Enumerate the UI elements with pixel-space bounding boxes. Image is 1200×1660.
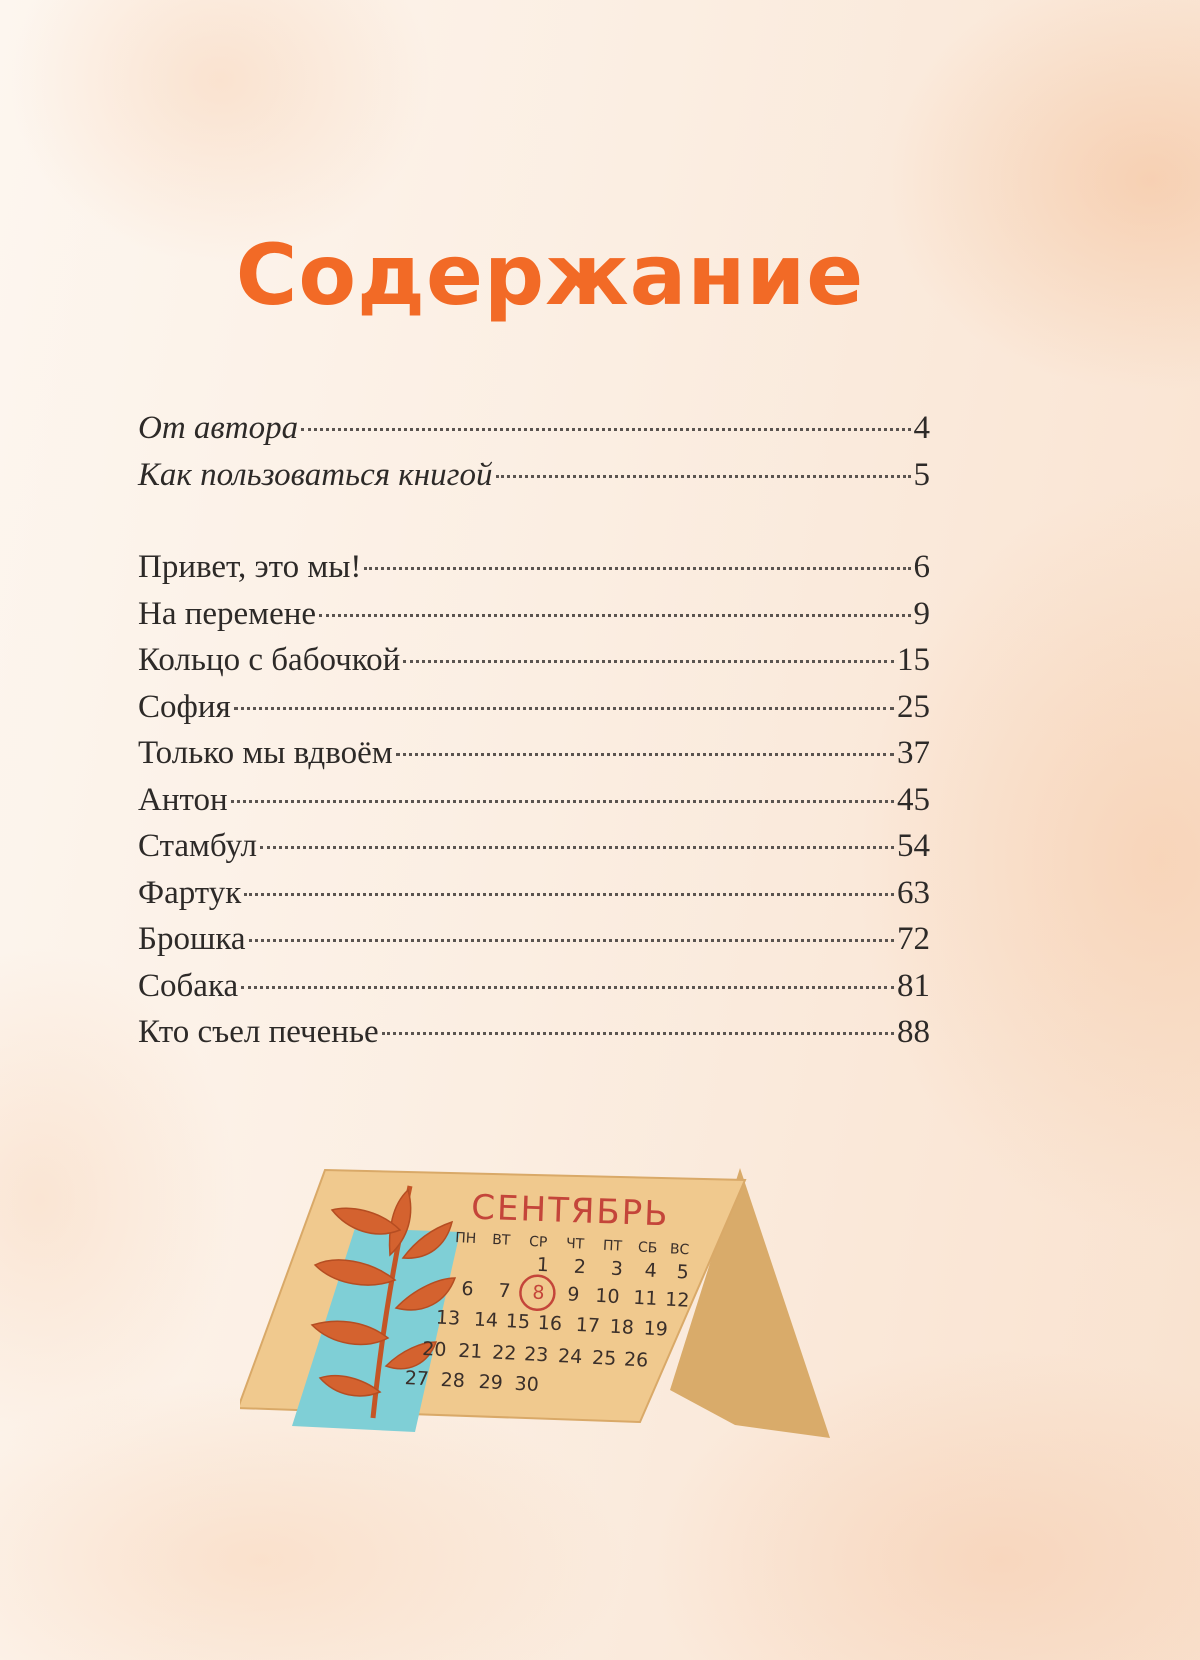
dot-leader <box>496 475 911 478</box>
toc-entry[interactable] <box>138 410 930 457</box>
toc-entry[interactable] <box>138 968 930 1015</box>
dot-leader <box>234 707 894 710</box>
calendar-day: 16 <box>537 1311 563 1336</box>
toc-entry-page: 5 <box>913 456 930 493</box>
calendar-day: 29 <box>478 1370 504 1395</box>
calendar-day: 2 <box>573 1255 587 1279</box>
calendar-day: 7 <box>497 1279 512 1303</box>
toc-front-matter <box>138 410 930 503</box>
calendar-day: 27 <box>404 1366 430 1391</box>
toc-entry-title: Привет, это мы! <box>138 549 362 585</box>
toc-entry[interactable] <box>138 921 930 968</box>
calendar-day: 22 <box>491 1341 517 1365</box>
calendar-day: 5 <box>676 1261 690 1284</box>
calendar-day: 4 <box>644 1259 658 1282</box>
toc-entry[interactable] <box>138 1014 930 1061</box>
toc-chapters <box>138 549 930 1061</box>
toc-entry-page: 72 <box>897 921 930 957</box>
toc-entry[interactable] <box>138 549 930 596</box>
dot-leader <box>382 1032 894 1035</box>
dot-leader <box>364 567 910 570</box>
calendar-day-circled: 8 <box>531 1281 546 1305</box>
calendar-month: СЕНТЯБРЬ <box>470 1187 671 1235</box>
calendar-day: 25 <box>591 1346 617 1370</box>
calendar-day: 15 <box>505 1310 531 1334</box>
toc-entry-title: Фартук <box>138 874 242 911</box>
toc-entry[interactable] <box>138 689 930 736</box>
dot-leader <box>260 846 894 849</box>
calendar-weekday: СР <box>528 1233 548 1251</box>
calendar-drawing <box>240 1160 840 1460</box>
toc-entry-title: От автора <box>138 410 299 446</box>
toc-entry-page: 88 <box>897 1014 930 1050</box>
calendar-day: 13 <box>435 1306 461 1330</box>
calendar-day: 23 <box>523 1343 549 1367</box>
toc-entry-page: 9 <box>913 595 930 632</box>
toc-entry-page: 45 <box>897 781 930 818</box>
toc-entry-title: Антон <box>138 781 228 818</box>
dot-leader <box>319 614 910 617</box>
toc-entry-page: 6 <box>913 549 930 585</box>
calendar-weekday: ВТ <box>491 1231 511 1249</box>
dot-leader <box>301 428 910 431</box>
calendar-day: 1 <box>536 1253 550 1277</box>
toc-entry-title: Только мы вдвоём <box>138 735 393 771</box>
calendar-day: 19 <box>643 1317 669 1341</box>
toc-entry-title: Как пользоваться книгой <box>138 456 493 493</box>
toc-entry[interactable] <box>138 782 930 829</box>
toc-entry-title: София <box>138 688 231 725</box>
toc-entry[interactable] <box>138 457 930 504</box>
toc-entry-title: Стамбул <box>138 828 257 864</box>
calendar-weekday: СБ <box>637 1239 658 1257</box>
calendar-weekday: ПТ <box>602 1237 623 1255</box>
toc-entry[interactable] <box>138 828 930 875</box>
dot-leader <box>249 939 894 942</box>
dot-leader <box>241 986 894 989</box>
toc-entry-title: Собака <box>138 967 239 1004</box>
calendar-day: 21 <box>457 1339 483 1363</box>
calendar-day: 17 <box>575 1313 601 1338</box>
calendar-day: 30 <box>514 1372 540 1396</box>
page-title: Содержание <box>235 226 865 324</box>
dot-leader <box>396 753 894 756</box>
dot-leader <box>403 660 894 663</box>
calendar-weekday: ЧТ <box>565 1235 585 1253</box>
calendar-day: 11 <box>632 1286 658 1311</box>
toc-entry[interactable] <box>138 596 930 643</box>
toc-entry-title: Брошка <box>138 921 246 957</box>
toc-entry-page: 15 <box>897 642 930 678</box>
toc-entry-title: На перемене <box>138 595 317 632</box>
toc-entry-title: Кто съел печенье <box>138 1014 379 1050</box>
toc-entry-page: 4 <box>913 410 930 446</box>
table-of-contents <box>138 410 930 1107</box>
toc-entry-page: 37 <box>897 735 930 771</box>
calendar-day: 28 <box>440 1368 466 1393</box>
toc-entry[interactable] <box>138 875 930 922</box>
toc-entry[interactable] <box>138 735 930 782</box>
calendar-weekday: ВС <box>669 1241 690 1259</box>
dot-leader <box>231 800 894 803</box>
calendar-day: 24 <box>557 1344 583 1369</box>
calendar-day: 12 <box>664 1288 690 1312</box>
calendar-day: 14 <box>473 1308 499 1332</box>
toc-entry-page: 63 <box>897 874 930 911</box>
calendar-day: 6 <box>460 1277 475 1301</box>
calendar-day: 18 <box>609 1315 635 1339</box>
toc-entry[interactable] <box>138 642 930 689</box>
calendar-weekday: ПН <box>454 1229 477 1248</box>
toc-entry-page: 81 <box>897 967 930 1004</box>
calendar-day: 3 <box>610 1257 624 1281</box>
toc-entry-page: 54 <box>897 828 930 864</box>
calendar-day: 26 <box>623 1348 649 1372</box>
calendar-day: 10 <box>594 1284 621 1309</box>
toc-entry-page: 25 <box>897 688 930 725</box>
toc-entry-title: Кольцо с бабочкой <box>138 642 401 678</box>
calendar-day: 9 <box>566 1283 581 1306</box>
calendar-day: 20 <box>421 1337 448 1362</box>
dot-leader <box>244 893 894 896</box>
calendar-illustration <box>240 1160 840 1460</box>
